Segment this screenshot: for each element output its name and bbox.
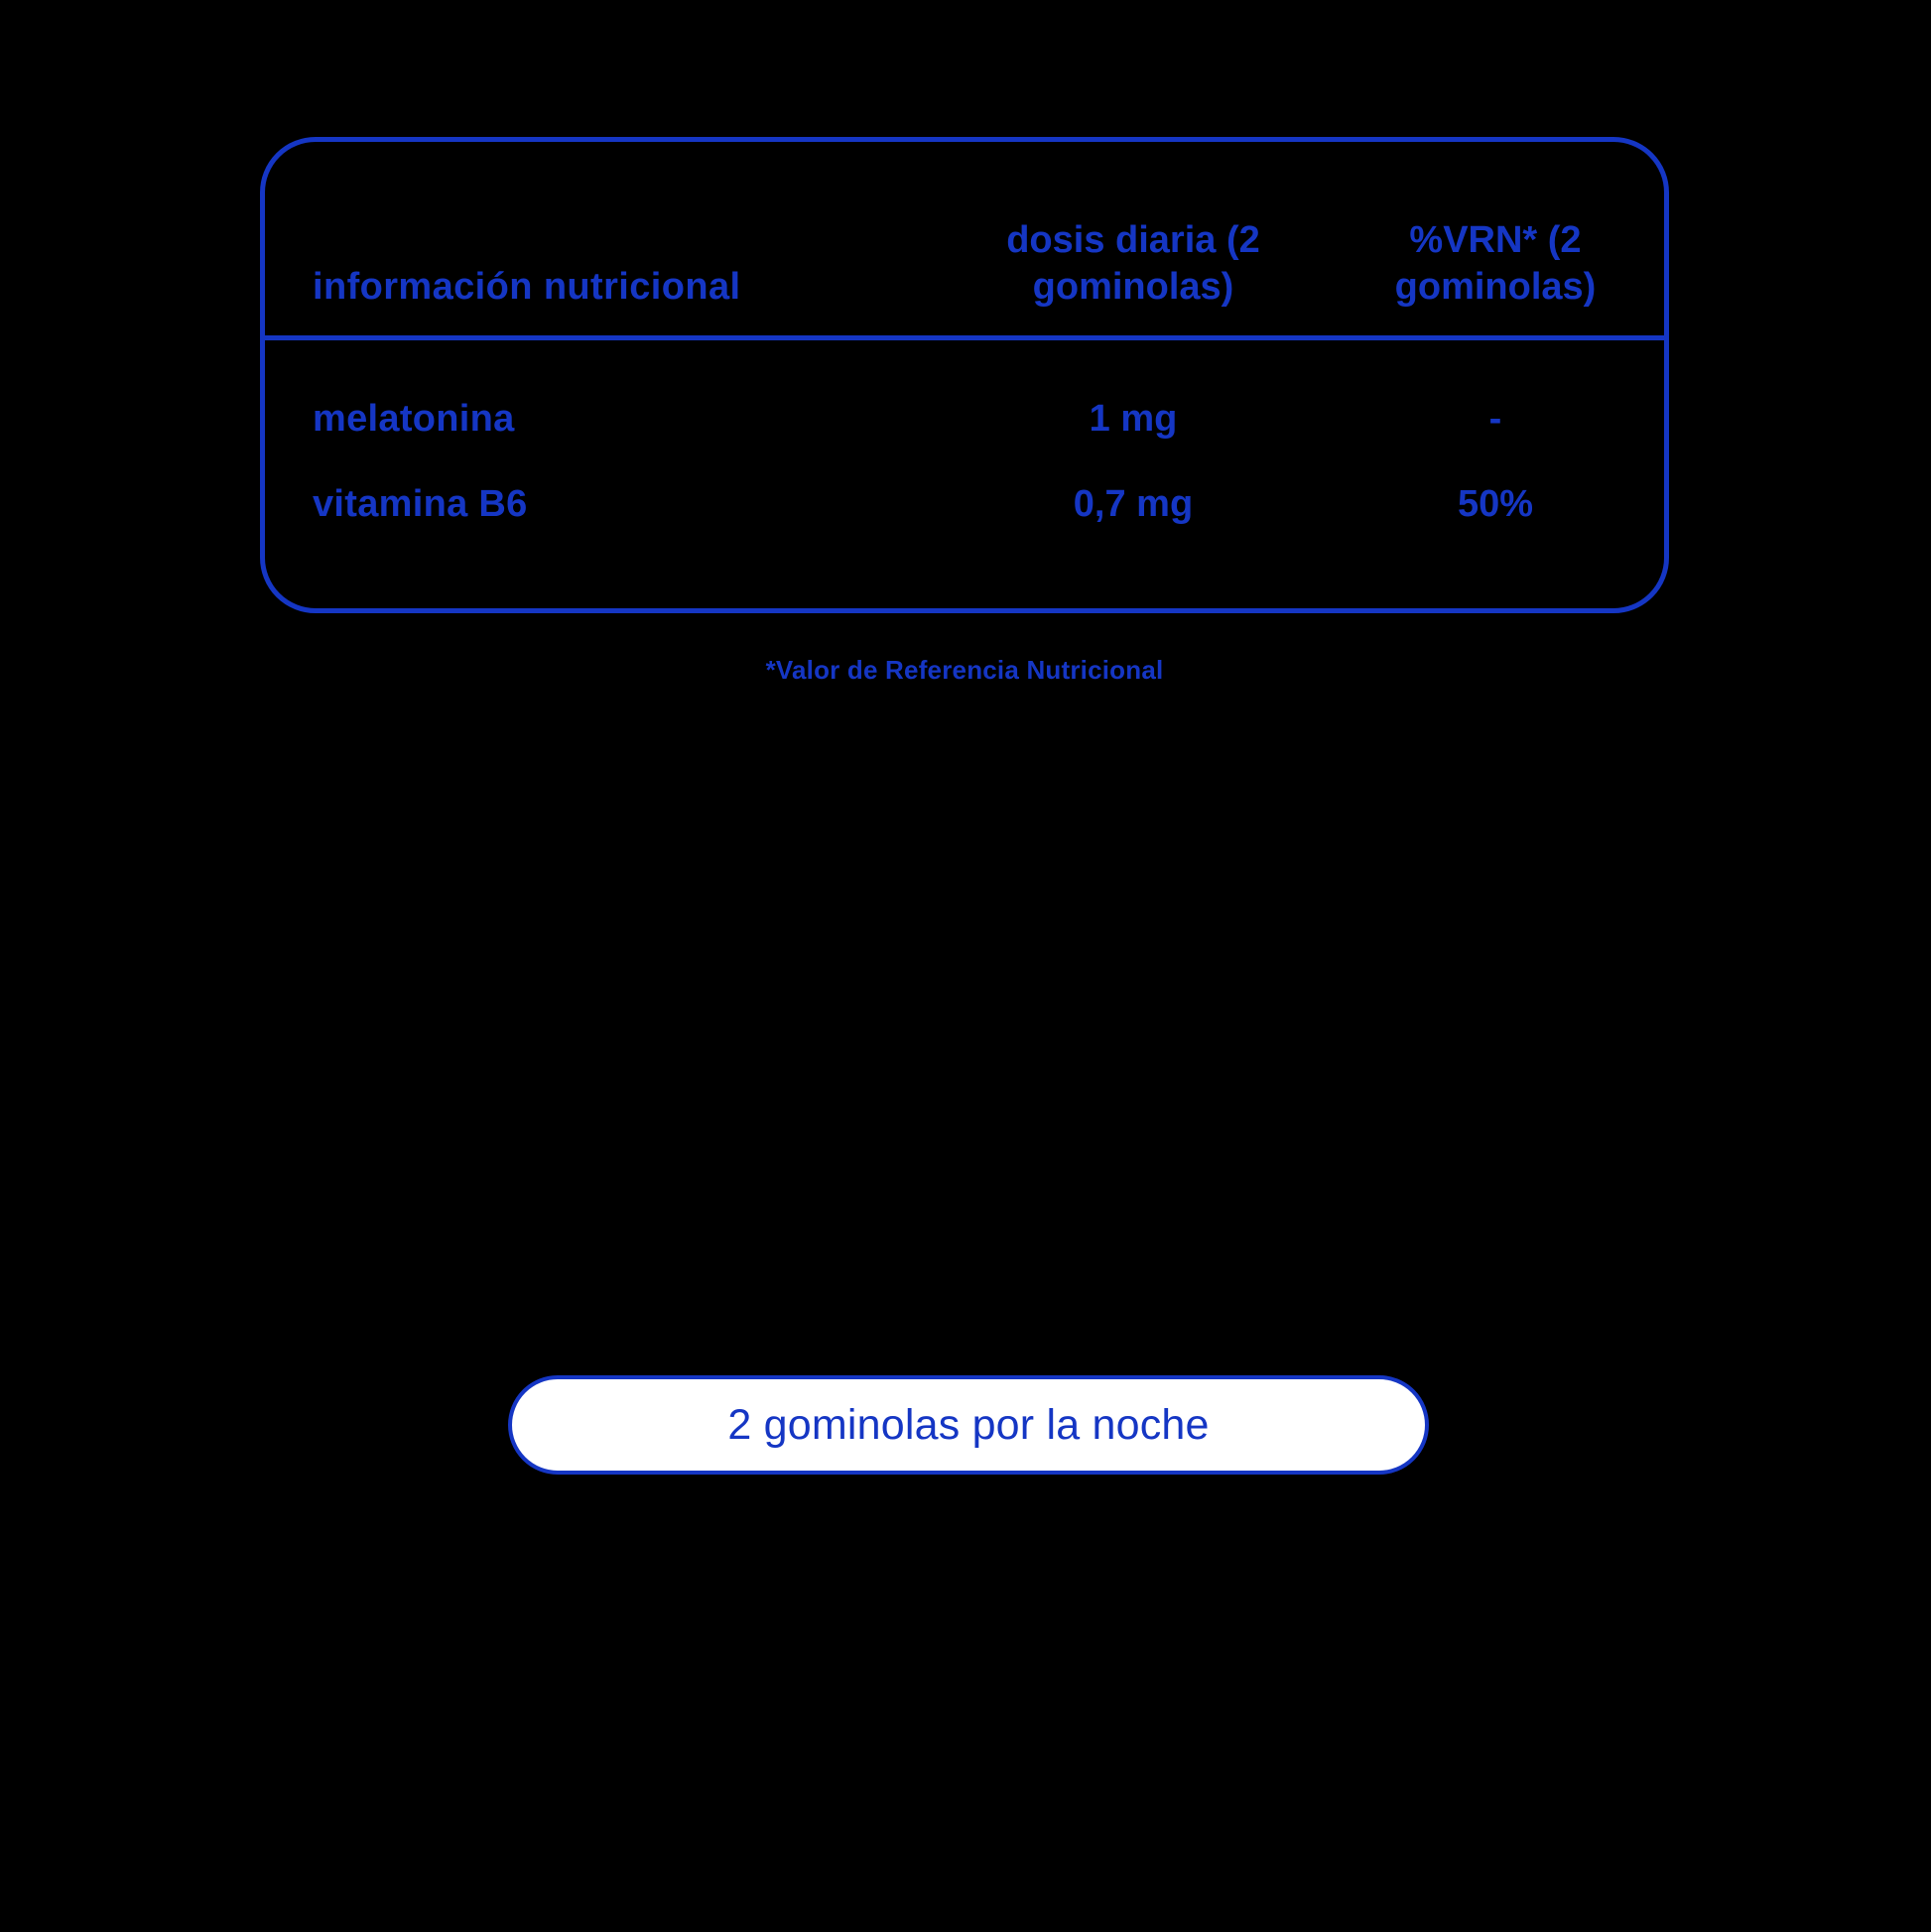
dosage-pill-label: 2 gominolas por la noche	[727, 1400, 1210, 1449]
row-name-melatonina: melatonina	[313, 397, 515, 440]
table-header-cell-vrn	[1327, 217, 1664, 335]
row-dose-vitamina-b6: 0,7 mg	[1073, 482, 1194, 525]
header-label-dosis-diaria	[940, 217, 1327, 335]
table-row	[265, 461, 1664, 547]
footnote-vrn: *Valor de Referencia Nutricional	[765, 655, 1164, 685]
row-name-vitamina-b6: vitamina B6	[313, 482, 528, 525]
table-header-row	[265, 142, 1664, 340]
nutrition-information-table	[260, 137, 1669, 613]
table-row	[265, 376, 1664, 461]
header-dose-line1: dosis diaria	[1006, 219, 1217, 262]
header-vrn-line2: (2 gominolas)	[1394, 219, 1597, 308]
header-dose-line2: (2 gominolas)	[1032, 219, 1260, 308]
header-label-informacion-nutricional: información nutricional	[313, 265, 741, 308]
table-body	[265, 340, 1664, 547]
header-label-vrn	[1327, 217, 1664, 335]
row-dose-melatonina: 1 mg	[1089, 397, 1178, 440]
table-header-cell-dose	[940, 217, 1327, 335]
table-header-cell-name	[265, 264, 940, 335]
row-vrn-melatonina: -	[1488, 397, 1502, 440]
row-vrn-vitamina-b6: 50%	[1457, 482, 1534, 525]
header-vrn-line1: %VRN*	[1409, 219, 1538, 262]
dosage-pill	[508, 1375, 1429, 1475]
